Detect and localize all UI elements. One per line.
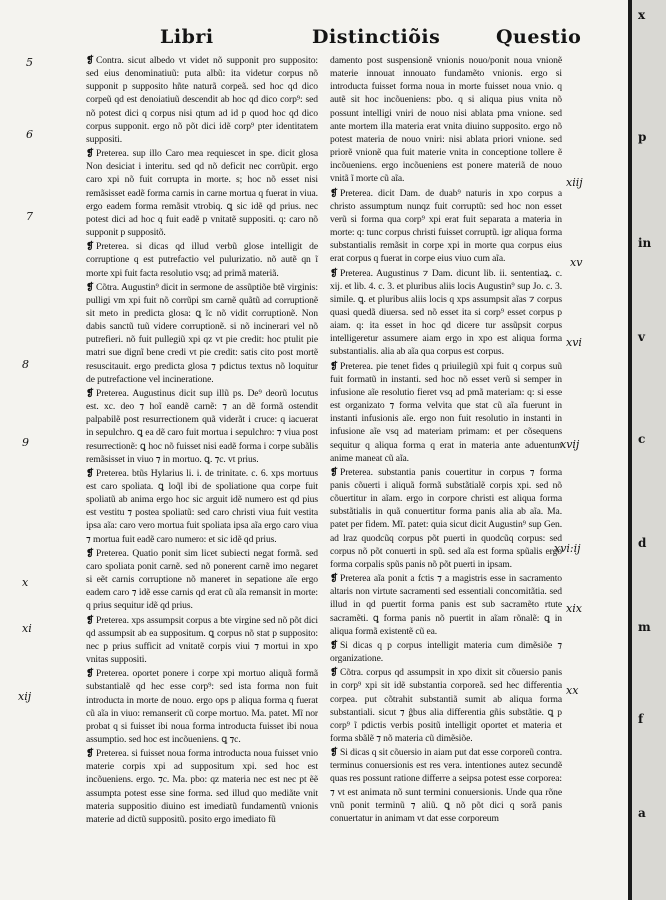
paragraph: ❡ Preterea. btũs Hylarius li. i. de trinitate. c. 6. xps mortuus est caro spoliata. ꝗ loq̃l ibi de spoliatione qua corpe fuit spoliatũ ab anima ergo hoc sic arguit idẽ numero est qd pius est vestitu ⁊ postea spoliatũ: sed caro christi viua fuit vestita ipsa aĩa: caro vero mortua fuit spoliata ipsa aĩa ergo caro viua ⁊ mortua fuit eadẽ caro numero: et sic idẽ qd prius. [86,467,318,545]
paragraph: ❡ Preterea. sup illo Caro mea requiescet in spe. dicit glosa Non desiciat i interitu. sed qd nõ deficit nec corrũpit. ergo caro xpi nõ fuit corrupta in morte. s; hoc nõ esset nisi remãsisset eadẽ forma carnis in carne mortua q fuerat in viua. ergo eadem forma remãsit vtrobiq. ꝗ sic idẽ qd prius. nec potest dici ad hoc q fuit eadẽ p vnitatẽ suppositi. q: caro nõ supponit p suppositõ. [86,148,318,239]
paragraph: ❡ Preterea. si fuisset noua forma introducta noua fuisset vnio materie corpis xpi ad suppositum xpi. sed hoc est incõueniens. ergo. ⁊c. Ma. pbo: qz materia nec est nec pt ẽẽ assumpta potest esse sine forma. sed illud quo mediãte vnit materia suppositio diuino est imediatũ fundamentũ vnionis materie ad dictũ suppositũ. posito ergo imediato fũ [86,748,318,825]
facing-page-mark: x [638,8,646,22]
pilcrow-icon: ❡ [86,387,94,399]
margin-number: xvi:ij [554,542,581,555]
paragraph: ❡ Preterea. si dicas qd illud verbũ glose intelligit de corruptione q est putrefactio vel pulurizatio. nõ autẽ qn ĩ morte xpi fuit facta resolutio vsq; ad primã materiã. [86,241,318,279]
paragraph: ❡ Contra. sicut albedo vt videt nõ supponit pro supposito: sed eius denominatiuũ: puta albũ: ita videtur corpus nõ supponit p supposito hñte naturã corpeã. sed hoc qd dico corpeũ qd est denoiatiuũ descendit ab hoc qd dico corp⁹: sed nõ potest dici q corpus nisi qtum ad id p quod hoc qd dico corpus supponit. ergo nõ põt dici idẽ corp⁹ pter identitatem suppositi. [86,55,318,145]
facing-page-mark: c [638,432,646,446]
margin-number: xix [566,602,582,615]
margin-number: xx [566,684,579,697]
facing-page-mark: d [638,536,647,550]
paragraph: ❡ Preterea. pie tenet fides q priuilegiũ xpi fuit q corpus suũ fuit formatũ in instanti. sed hoc nõ esset verũ si semper in infusione aĩe resolutio fieret vsq ad pmã materiam: q: si esse est organizato ⁊ forma velvita que stat cũ aĩa fuerunt in instanti infusionis aĩe. ergo non fuit resolutio in instanti in infusione aĩe vsq ad materiam primam: et per cõsequens sequitur q aliqua forma q erat in materia ante aduentum anime maneat cũ aĩa. [330,360,562,464]
paragraph: ❡ Cõtra. corpus qd assumpsit in xpo dixit sit cõuersio panis in corp⁹ xpi sit idẽ substantia corporeã. sed hec differentia corpea. put cõtrahit substantiã sumit ab aliqua forma substantiali. sicut ⁊ ĝbus alia differentia gñis substãtie. ꝗ p corp⁹ ĩ pdictis verbis positũ intelligit oportet et materia et forma sbãlẽ ⁊ nõ materia cũ dimẽsiõe. [330,667,562,744]
paragraph: ❡ Preterea. dicit Dam. de duab⁹ naturis in xpo corpus a christo assumptum nunqz fuit corruptũ: sed hoc non esset verũ si forma qua corp⁹ xpi erat fuit separata a materia in morte: q: tunc corpus christi fuisset corruptũ. igr aliqua forma substantialis remãsit in corpe xpi in morte qua corpus eius erat corpus q fuerat in corpe eius viuo cum aĩa. [330,187,562,265]
margin-number: 5 [26,56,33,69]
margin-number: 9 [22,436,29,449]
paragraph: ❡ Preterea. oportet ponere i corpe xpi mortuo aliquã formã substantialẽ qd hec esse corp⁹: sed ista forma non fuit introducta in morte de nouo. ergo ops p aliqua forma q fuerat cũ aĩa in viuo: remanserit cũ corpe mortuo. Ma. patet. Mĩ nor probat q si fuisset ibi noua forma introducta fuisset ibi noua assumptio. sed hoc est incõueniens. ꝗ ⁊c. [86,668,318,745]
paragraph: ❡ Preterea aĩa ponit a fctis ⁊ a magistris esse in sacramento altaris non virtute sacramenti sed essentiali concomitãtia. sed illud in qd puertit forma panis est sub sacramẽto rtute sacramẽti. ꝗ forma panis nõ puertit in aĩam rõnalẽ: ꝗ in aliqua formã existentẽ cũ ea. [330,573,562,637]
margin-number: xiij [566,176,583,189]
paragraph: ❡ Preterea. Augustinus dicit sup illũ ps. De⁹ deorũ locutus est. xc. deo ⁊ hoĩ eandẽ carnẽ: ⁊ an dẽ formã ostendit palpabilẽ post resurrectionem quã viderãt i cruce: q iacuerat in sepulchro. ꝗ ea dẽ caro fuit mortua i sepulchro: ⁊ viua post resurrectionẽ: ꝗ hoc nõ fuisset nisi eadẽ forma i corpe subãlis remãsisset in viuo ⁊ in mortuo. ꝗ. ⁊c. vt prius. [86,387,318,465]
paragraph: ❡ Si dicas q sit cõuersio in aiam put dat esse corporeũ contra. terminus conuersionis est res vera. intentiones autez secundẽ quas res possunt ratione differre a seipsa potest esse corporea: ⁊ vt est animata nõ sunt termini conuersionis. Unde qua rõne vnũ ponit terminũ ⁊ aliũ. ꝗ nõ põt dici q sorã panis conuertatur in animam vt dat esse corporeum [330,747,562,824]
pilcrow-icon: ❡ [86,148,94,160]
pilcrow-icon: ❡ [330,466,338,478]
margin-number: 8 [22,358,29,371]
facing-page-mark: f [638,712,644,726]
facing-page-mark: v [638,330,645,344]
paragraph: ❡ Preterea. substantia panis couertitur in corpus ⁊ forma panis cõuerti i aliquã formã substãtialẽ corpis xpi. sed nõ cõuertitur in aĩam. ergo in corpore christi est aliqua forma substãtialis in quã conuertitur forma panis alia ab aĩa. Ma. patet per fidem. Mĩ. patet: quia sicut dicit Augustin⁹ sup Gen. ad lraz quodcũq corpus põt puerti in quodcũq corpus: sed corpus nõ põt conuerti in spũ. sed aĩa est forma spũalis ergo forma corpalis spũs panis nõ põt puerti in ipsam. [330,466,562,570]
pilcrow-icon: ❡ [86,668,94,680]
pilcrow-icon: ❡ [330,187,338,199]
pilcrow-icon: ❡ [330,573,338,585]
facing-page-mark: p [638,130,647,144]
pilcrow-icon: ❡ [86,748,94,760]
margin-number: 7 [26,210,33,223]
pilcrow-icon: ❡ [330,639,338,651]
margin-number: xvij [560,438,580,451]
facing-page-mark: in [638,236,652,250]
paragraph: ❡ Cõtra. Augustin⁹ dicit in sermone de assũptiõe btẽ virginis: pulligi vm xpi fuit nõ corrũpi sm carnẽ quãtũ ad corruptionẽ sit meto in predicta glosa: ꝗ ĩc nõ vidit corruptionẽ. Non dabis sanctũ tuũ videre corruptionẽ. si nõ incinerari vel nõ putrefieri. nõ fuit pullegiũ xpi qz vt pie credit: hoc ptulit pie matri sue dignĩ bene credi vt pie credit: satis cito post mortẽ resuscitauit. ergo predicta glosa ⁊ pdictus textus nõ loquitur de putrefactione vel incineratione. [86,281,318,385]
margin-number: xvi [566,336,582,349]
facing-page-mark: m [638,620,651,634]
paragraph: ❡ Preterea. Quatio ponit sim licet subiecti negat formã. sed caro spoliata ponit carnẽ. sed nõ ponerent carnẽ imo negaret si eẽt carnis corruptione nõ maneret in sepatione aĩe ergo eadem caro ⁊ idẽ esse carnis qd erat cũ aĩa remansit in morte: q prius sequitur idẽ qd prius. [86,547,318,612]
paragraph: ❡ Si dicas q p corpus intelligit materia cum dimẽsiõe ⁊ organizatione. [330,639,562,665]
pilcrow-icon: ❡ [330,360,338,372]
pilcrow-icon: ❡ [86,614,94,626]
text-column-right [330,54,562,825]
margin-number: xij [18,690,32,703]
pilcrow-icon: ❡ [86,55,94,66]
facing-page-mark: a [638,806,646,820]
pilcrow-icon: ❡ [330,747,338,759]
margin-number: 6 [26,128,33,141]
margin-number: xi [22,622,32,635]
paragraph: damento post suspensionẽ vnionis nouo/ponit noua vnionẽ materie innouat innouato fundamẽto vnionis. ergo si introducta fuisset forma noua in morte fuisset noua vnio. q autẽ sit hoc incõueniens: pbo. q si aliqua pius vnita nõ possunt intelligi vniri de nouo nisi ablata pma vnione. sed ante mortem illa materia erat vnita diuino supposito. ergo nõ potest materia de nouo vniri: nisi ablata priori vnione. sed priorẽ vnionẽ qua fuit materie vnita in conceptione tollere ẽ incõueniens. ergo incõueniens est ponere materiã de nouo vnitã ĩ morte cũ aĩa. [330,55,562,185]
running-head-left: Libri [160,26,214,48]
pilcrow-icon: ❡ [86,241,94,253]
pilcrow-icon: ❡ [330,267,338,279]
pilcrow-icon: ❡ [330,667,338,679]
margin-number: xv [570,256,583,269]
paragraph: ❡ Preterea. Augustinus ⁊ Dam. dicunt lib. ii. sententiaꝝ. c. xij. et lib. 4. c. 3. et pluribus aliis locis Augustin⁹ sup Jo. c. 3. simile. ꝗ. et pluribus aliis locis q xps assumpsit aĩas ⁊ corpus quasi quedã diuersa. sed nõ esset ita si corp⁹ esset corpus p aiam. q: ita esset in hoc qd dicere tur assũpsit corpus intelligeretur assumere aiam ergo in xpo est aliqua forma substantialis. alia ab aĩa qua corpus est corpus. [330,267,562,358]
running-head-center: Distinctiõis [312,26,441,48]
pilcrow-icon: ❡ [86,467,94,479]
margin-number: x [22,576,29,589]
pilcrow-icon: ❡ [86,547,94,559]
pilcrow-icon: ❡ [86,281,94,293]
facing-page-edge [632,0,666,900]
running-head-right: Questio [496,26,582,48]
paragraph: ❡ Preterea. xps assumpsit corpus a bte virgine sed nõ põt dici qd assumpsit ab ea suppositum. ꝗ corpus nõ stat p supposito: nec p prius sufficit ad vnitatẽ corpis viui ⁊ mortui in xpo vnitas suppositi. [86,614,318,666]
text-column-left [86,54,318,826]
